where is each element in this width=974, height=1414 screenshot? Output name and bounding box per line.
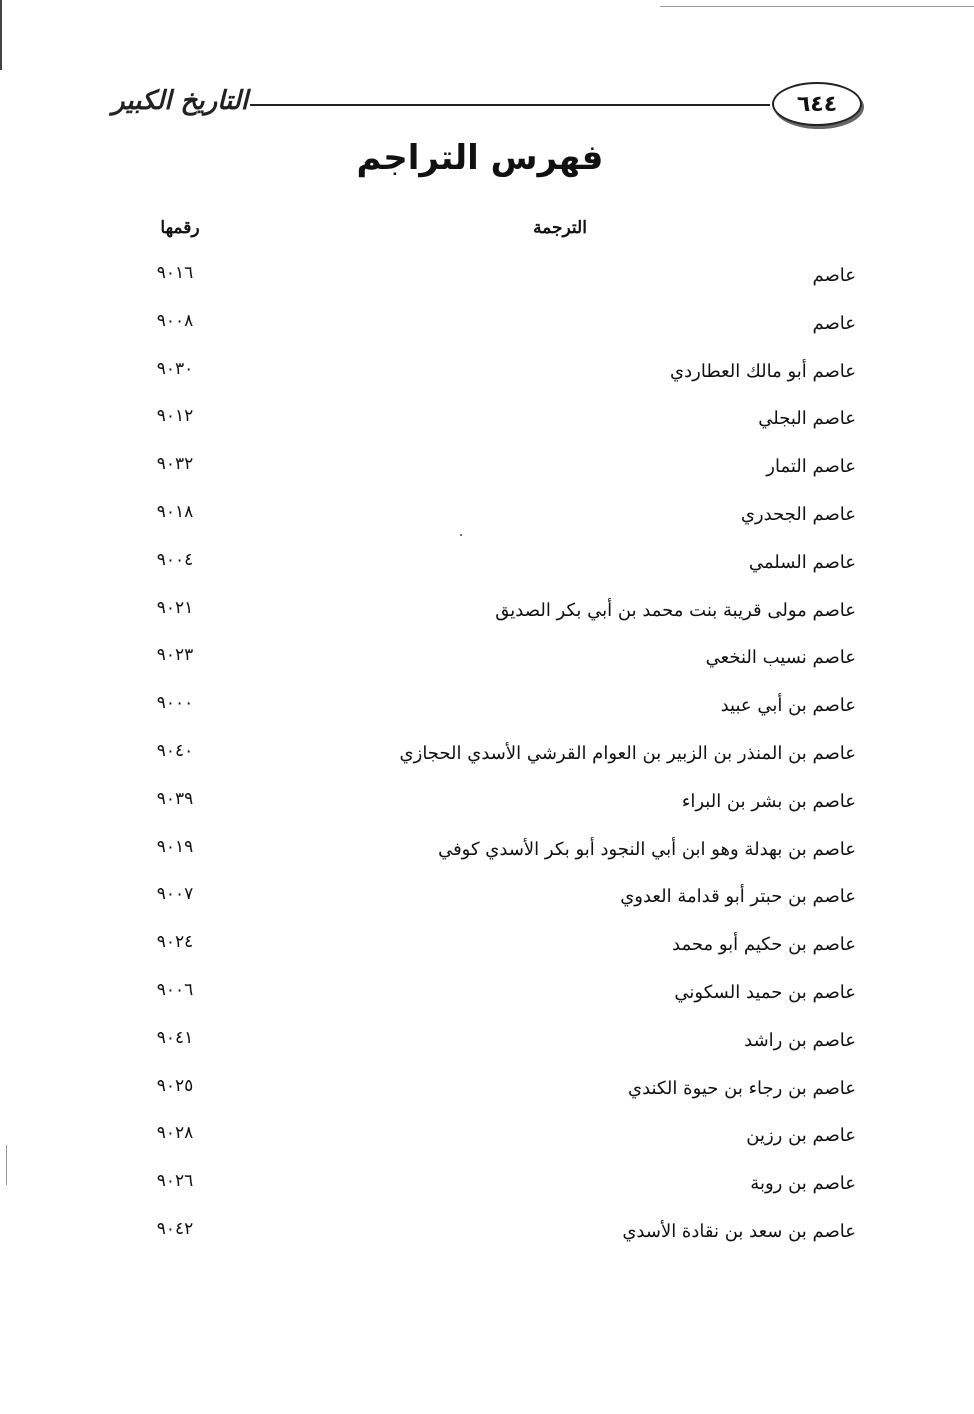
index-entry [140, 590, 856, 638]
entry-name: عاصم بن أبي عبيد [720, 695, 856, 717]
index-entry [140, 1020, 856, 1068]
index-entry [140, 398, 856, 446]
scan-top-rule [660, 6, 974, 7]
entry-number: ٩٠٠٦ [156, 979, 194, 1000]
entry-number: ٩٠١٢ [156, 406, 194, 427]
entry-number: ٩٠٠٠ [156, 693, 194, 714]
entry-name: عاصم أبو مالك العطاردي [670, 360, 856, 382]
index-entry [140, 972, 856, 1020]
entry-name: عاصم بن رزين [746, 1125, 856, 1147]
index-entries [140, 255, 856, 1259]
index-entry [140, 255, 856, 303]
entry-name: عاصم بن رجاء بن حيوة الكندي [628, 1077, 856, 1099]
entry-name: عاصم بن بهدلة وهو ابن أبي النجود أبو بكر الأسدي كوفي [438, 838, 856, 860]
entry-number: ٩٠١٩ [156, 836, 194, 857]
entry-name: عاصم [812, 312, 856, 334]
entry-number: ٩٠٤٠ [156, 740, 194, 761]
entry-number: ٩٠٠٨ [156, 310, 194, 331]
index-entry [140, 542, 856, 590]
entry-number: ٩٠٣٢ [156, 454, 194, 475]
column-header-number: رقمها [160, 218, 200, 238]
entry-name: عاصم بن راشد [744, 1029, 856, 1051]
entry-number: ٩٠٠٧ [156, 884, 194, 905]
entry-number: ٩٠١٦ [156, 263, 194, 283]
entry-number: ٩٠٣٩ [156, 788, 194, 809]
index-entry [140, 1068, 856, 1116]
entry-name: عاصم بن سعد بن نقادة الأسدي [622, 1220, 856, 1242]
index-entry [140, 924, 856, 972]
entry-name: عاصم السلمي [748, 551, 856, 573]
page-header [110, 80, 862, 130]
index-entry [140, 876, 856, 924]
index-entry [140, 685, 856, 733]
scan-speck [460, 534, 462, 536]
index-entry [140, 1163, 856, 1211]
entry-number: ٩٠٢٣ [156, 645, 194, 666]
entry-number: ٩٠٤٢ [156, 1218, 194, 1239]
entry-number: ٩٠٤١ [156, 1027, 194, 1048]
entry-number: ٩٠٢٤ [156, 932, 194, 953]
running-title: التاريخ الكبير [111, 86, 249, 116]
index-entry [140, 303, 856, 351]
column-header-name: الترجمة [533, 218, 587, 238]
entry-number: ٩٠٢١ [156, 597, 194, 618]
index-entry [140, 446, 856, 494]
page-title: فهرس التراجم [356, 138, 604, 178]
index-entry [140, 733, 856, 781]
page-number: ٦٤٤ [796, 91, 838, 117]
entry-name: عاصم نسيب النخعي [705, 647, 856, 669]
entry-name: عاصم التمار [766, 456, 856, 478]
entry-number: ٩٠٣٠ [156, 358, 194, 379]
entry-number: ٩٠٢٨ [156, 1123, 194, 1144]
entry-name: عاصم البجلي [758, 408, 856, 430]
scan-left-mark [6, 1145, 7, 1185]
entry-number: ٩٠٠٤ [156, 549, 194, 570]
entry-number: ٩٠١٨ [156, 501, 194, 522]
index-entry [140, 351, 856, 399]
scan-left-edge [0, 0, 2, 70]
index-entry [140, 781, 856, 829]
entry-number: ٩٠٢٦ [156, 1171, 194, 1192]
index-entry [140, 637, 856, 685]
entry-number: ٩٠٢٥ [156, 1075, 194, 1096]
header-rule [250, 104, 770, 106]
entry-name: عاصم بن روبة [750, 1173, 856, 1195]
index-entry [140, 829, 856, 877]
entry-name: عاصم مولى قريبة بنت محمد بن أبي بكر الصديق [495, 599, 856, 621]
entry-name: عاصم [812, 265, 856, 286]
entry-name: عاصم بن حكيم أبو محمد [672, 934, 856, 956]
page-number-oval [772, 82, 862, 126]
index-entry [140, 1115, 856, 1163]
index-entry [140, 494, 856, 542]
entry-name: عاصم بن حبتر أبو قدامة العدوي [620, 886, 856, 908]
index-entry [140, 1211, 856, 1259]
entry-name: عاصم بن حميد السكوني [674, 981, 856, 1003]
entry-name: عاصم بن بشر بن البراء [681, 790, 856, 812]
entry-name: عاصم الجحدري [740, 503, 856, 525]
entry-name: عاصم بن المنذر بن الزبير بن العوام القرشي الأسدي الحجازي [399, 742, 856, 764]
